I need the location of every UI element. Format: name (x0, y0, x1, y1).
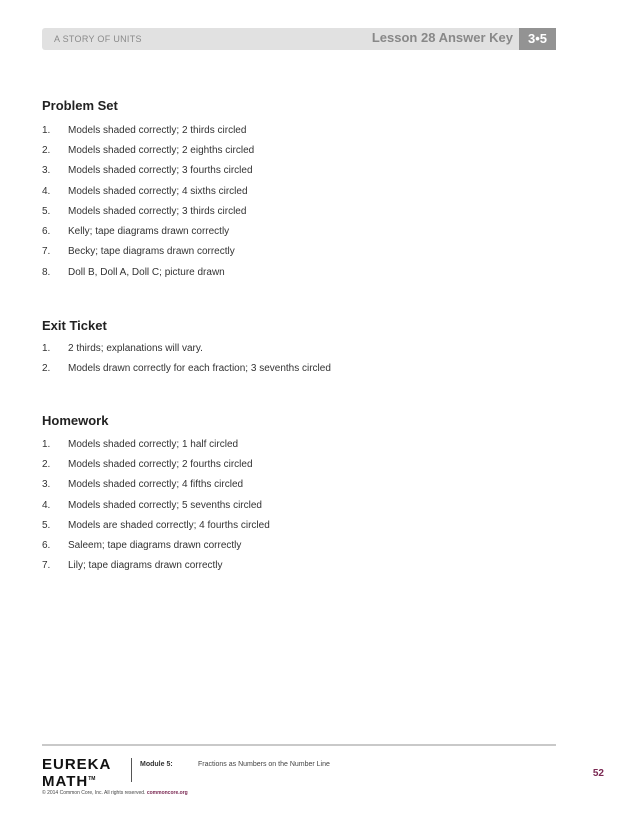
header-series: A STORY OF UNITS (54, 34, 142, 44)
page-number: 52 (592, 768, 604, 779)
item-number: 1. (42, 438, 51, 450)
homework-list (42, 434, 270, 576)
item-number: 5. (42, 519, 51, 531)
item-text: Saleem; tape diagrams drawn correctly (68, 540, 242, 552)
lesson-code-badge: 3•5 (519, 28, 556, 50)
item-number: 2. (42, 362, 51, 374)
item-text: Models shaded correctly; 3 fourths circled (68, 165, 253, 177)
item-text: Models shaded correctly; 2 fourths circled (68, 458, 253, 470)
list-item (42, 181, 254, 201)
item-text: Becky; tape diagrams drawn correctly (68, 246, 235, 258)
module-label: Module 5: (140, 761, 173, 768)
item-text: Models drawn correctly for each fraction; 3 sevenths circled (68, 362, 331, 374)
item-text: 2 thirds; explanations will vary. (68, 342, 203, 354)
list-item (42, 358, 331, 378)
list-item (42, 556, 270, 576)
item-text: Models shaded correctly; 4 fifths circled (68, 479, 244, 491)
list-item (42, 262, 254, 282)
item-number: 3. (42, 165, 51, 177)
item-number: 5. (42, 205, 51, 217)
logo-line2-wrap (42, 772, 112, 789)
homework-title: Homework (42, 413, 109, 428)
list-item (42, 515, 270, 535)
footer-rule (42, 744, 556, 746)
item-text: Kelly; tape diagrams drawn correctly (68, 226, 230, 238)
item-text: Models shaded correctly; 2 thirds circled (68, 124, 247, 136)
exit-ticket-list (42, 338, 331, 379)
item-number: 7. (42, 246, 51, 258)
list-item (42, 242, 254, 262)
item-number: 4. (42, 499, 51, 511)
problem-set-list (42, 120, 254, 282)
copyright-link[interactable]: commoncore.org (146, 790, 188, 796)
copyright (42, 790, 188, 796)
item-number: 8. (42, 266, 51, 278)
item-text: Doll B, Doll A, Doll C; picture drawn (68, 266, 225, 278)
item-number: 2. (42, 144, 51, 156)
problem-set-title: Problem Set (42, 98, 118, 113)
item-number: 3. (42, 479, 51, 491)
list-item (42, 434, 270, 454)
list-item (42, 140, 254, 160)
list-item (42, 221, 254, 241)
item-text: Models shaded correctly; 2 eighths circled (68, 144, 255, 156)
item-number: 7. (42, 560, 51, 572)
exit-ticket-title: Exit Ticket (42, 318, 107, 333)
list-item (42, 161, 254, 181)
logo-line1: EUREKA (42, 756, 112, 773)
eureka-math-logo (42, 758, 112, 789)
copyright-text: © 2014 Common Core, Inc. All rights reserved. (42, 790, 146, 796)
item-number: 6. (42, 540, 51, 552)
list-item (42, 454, 270, 474)
item-text: Models shaded correctly; 5 sevenths circled (68, 499, 262, 511)
list-item (42, 475, 270, 495)
logo-line2: MATH (42, 773, 89, 790)
item-text: Models shaded correctly; 1 half circled (68, 438, 239, 450)
logo-trademark: TM (88, 776, 96, 782)
list-item (42, 201, 254, 221)
item-text: Models are shaded correctly; 4 fourths circled (68, 519, 270, 531)
item-number: 2. (42, 458, 51, 470)
list-item (42, 495, 270, 515)
item-number: 1. (42, 342, 51, 354)
lesson-title: Lesson 28 Answer Key (371, 30, 513, 45)
list-item (42, 338, 331, 358)
item-number: 4. (42, 185, 51, 197)
module-topic: Fractions as Numbers on the Number Line (198, 761, 330, 768)
item-text: Lily; tape diagrams drawn correctly (68, 560, 223, 572)
item-number: 6. (42, 226, 51, 238)
list-item (42, 120, 254, 140)
item-text: Models shaded correctly; 3 thirds circled (68, 205, 247, 217)
footer-divider (131, 758, 132, 782)
item-text: Models shaded correctly; 4 sixths circled (68, 185, 248, 197)
list-item (42, 535, 270, 555)
item-number: 1. (42, 124, 51, 136)
